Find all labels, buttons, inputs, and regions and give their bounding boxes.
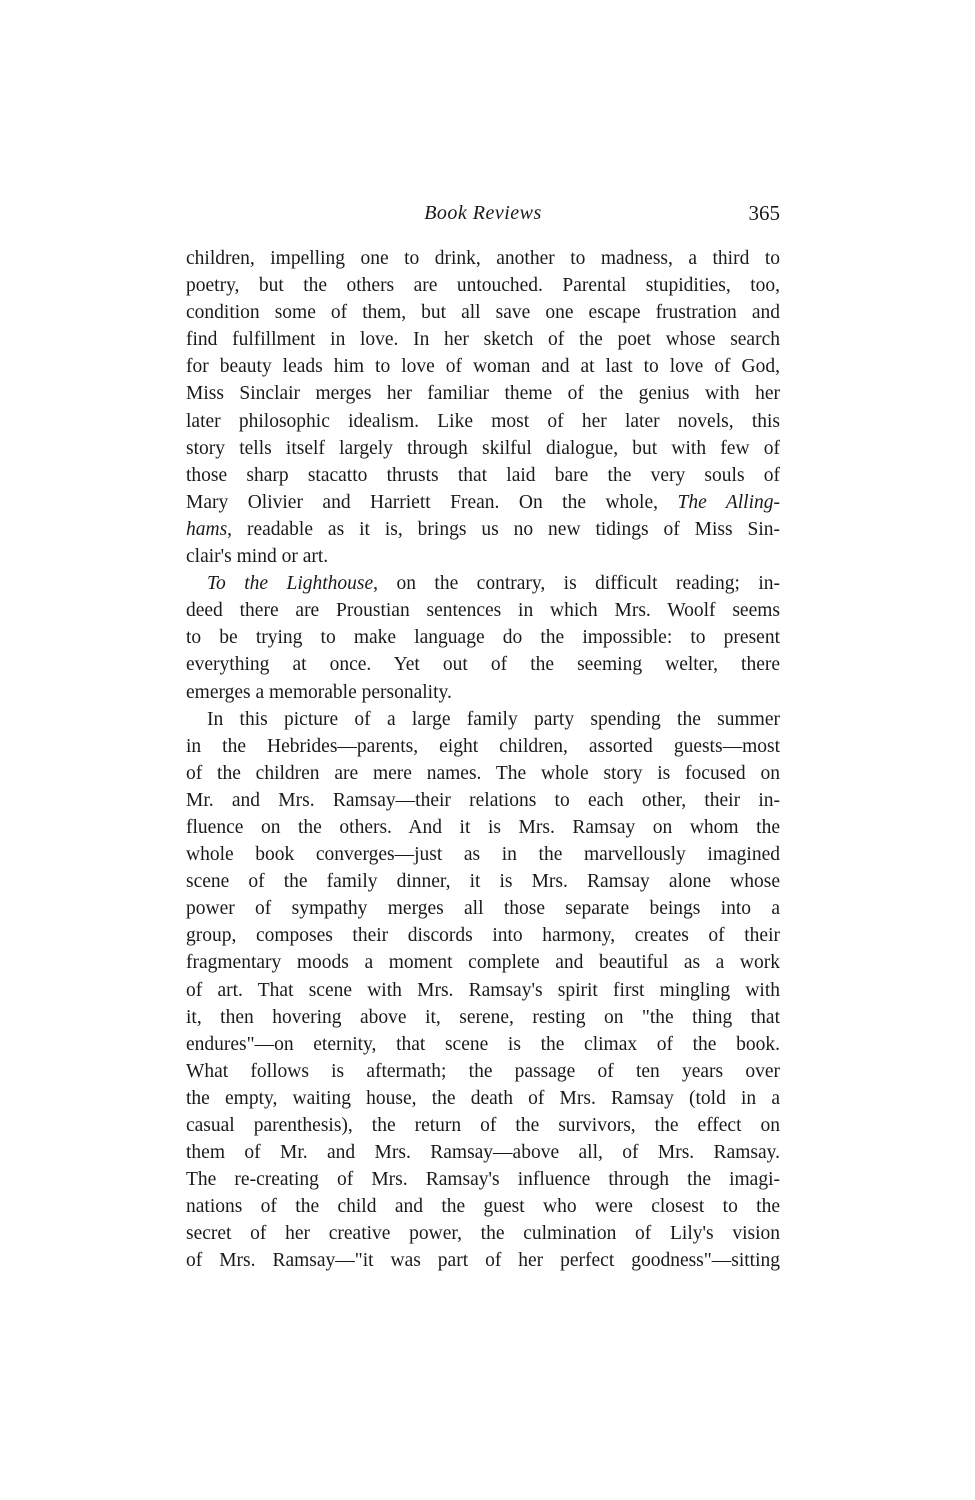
italic-title: The Alling- bbox=[677, 491, 780, 513]
text-line bbox=[186, 1220, 780, 1247]
text-line bbox=[186, 516, 780, 543]
italic-title: hams bbox=[186, 518, 228, 540]
text-line bbox=[186, 1058, 780, 1085]
text-line bbox=[186, 570, 780, 597]
text-line-content: group, composes their discords into harmony, creates of their bbox=[186, 925, 780, 947]
text-line bbox=[186, 977, 780, 1004]
text-line-content: the empty, waiting house, the death of Mrs. Ramsay (told in a bbox=[186, 1087, 780, 1109]
text-line-content: those sharp stacatto thrusts that laid bare the very souls of bbox=[186, 464, 780, 486]
text-line bbox=[186, 1166, 780, 1193]
text-line bbox=[186, 922, 780, 949]
text-segment: , readable as it is, brings us no new tidings of Miss Sin- bbox=[227, 518, 780, 540]
text-line-content: endures"—on eternity, that scene is the climax of the book. bbox=[186, 1033, 780, 1055]
text-line bbox=[186, 706, 780, 733]
text-line bbox=[186, 679, 780, 706]
text-line-content: secret of her creative power, the culmination of Lily's vision bbox=[186, 1223, 780, 1245]
text-line bbox=[186, 1085, 780, 1112]
text-line-content: poetry, but the others are untouched. Parental stupidities, too, bbox=[186, 275, 780, 297]
text-line-content: What follows is aftermath; the passage of ten years over bbox=[186, 1060, 780, 1082]
text-line bbox=[186, 1031, 780, 1058]
page-number: 365 bbox=[748, 201, 780, 225]
text-line bbox=[186, 949, 780, 976]
text-line-content: casual parenthesis), the return of the survivors, the effect on bbox=[186, 1115, 780, 1136]
text-segment: , on the contrary, is difficult reading; in- bbox=[373, 573, 780, 595]
text-line bbox=[186, 380, 780, 407]
text-line bbox=[186, 1112, 780, 1139]
text-segment: Mary Olivier and Harriett Frean. On the whole, bbox=[186, 491, 678, 513]
text-line-content: fluence on the others. And it is Mrs. Ramsay on whom the bbox=[186, 816, 780, 838]
text-line-content: them of Mr. and Mrs. Ramsay—above all, of Mrs. Ramsay. bbox=[186, 1142, 780, 1164]
running-title: Book Reviews bbox=[424, 202, 542, 224]
text-line-content: whole book converges—just as in the marvellously imagined bbox=[186, 844, 780, 866]
text-line bbox=[186, 787, 780, 814]
text-line-content: Miss Sinclair merges her familiar theme of the genius with her bbox=[186, 383, 780, 405]
text-line-content: it, then hovering above it, serene, resting on "the thing that bbox=[186, 1006, 780, 1028]
text-line-content: later philosophic idealism. Like most of her later novels, this bbox=[186, 410, 780, 432]
text-line bbox=[186, 1139, 780, 1166]
text-line-content: Mr. and Mrs. Ramsay—their relations to each other, their in- bbox=[186, 789, 780, 811]
text-line-content: In this picture of a large family party spending the summer bbox=[207, 708, 780, 730]
text-line bbox=[186, 435, 780, 462]
text-line-content: emerges a memorable personality. bbox=[186, 681, 452, 703]
text-line bbox=[186, 353, 780, 380]
text-line-content: for beauty leads him to love of woman and at last to love of God, bbox=[186, 356, 780, 378]
text-line-content: nations of the child and the guest who were closest to the bbox=[186, 1196, 780, 1218]
text-line bbox=[186, 489, 780, 516]
text-line bbox=[186, 1004, 780, 1031]
text-line bbox=[186, 1193, 780, 1220]
text-line bbox=[186, 624, 780, 651]
text-line-content: of Mrs. Ramsay—"it was part of her perfect goodness"—sitting bbox=[186, 1250, 780, 1272]
text-line bbox=[186, 245, 780, 272]
italic-title: To the Lighthouse bbox=[207, 573, 374, 595]
text-line-content: story tells itself largely through skilful dialogue, but with few of bbox=[186, 437, 780, 459]
text-line-content: condition some of them, but all save one escape frustration and bbox=[186, 302, 780, 324]
text-line bbox=[186, 814, 780, 841]
text-line bbox=[186, 326, 780, 353]
text-line bbox=[186, 841, 780, 868]
text-line bbox=[186, 760, 780, 787]
text-line-content: The re-creating of Mrs. Ramsay's influence through the imagi- bbox=[186, 1169, 780, 1191]
text-line-content: in the Hebrides—parents, eight children, assorted guests—most bbox=[186, 735, 780, 757]
text-line bbox=[186, 651, 780, 678]
text-line-content: to be trying to make language do the impossible: to present bbox=[186, 627, 780, 649]
text-line-content: children, impelling one to drink, another to madness, a third to bbox=[186, 248, 780, 269]
text-line bbox=[186, 299, 780, 326]
text-line-content: find fulfillment in love. In her sketch of the poet whose search bbox=[186, 329, 780, 351]
text-line bbox=[186, 408, 780, 435]
text-line-content: of art. That scene with Mrs. Ramsay's spirit first mingling with bbox=[186, 979, 780, 1001]
text-line-content: deed there are Proustian sentences in which Mrs. Woolf seems bbox=[186, 600, 780, 622]
text-line-content: of the children are mere names. The whole story is focused on bbox=[186, 762, 780, 784]
text-line-content: clair's mind or art. bbox=[186, 546, 329, 568]
text-line-content: fragmentary moods a moment complete and beautiful as a work bbox=[186, 952, 780, 974]
text-line bbox=[186, 895, 780, 922]
text-line bbox=[186, 597, 780, 624]
text-line bbox=[186, 868, 780, 895]
body-text bbox=[186, 245, 780, 1275]
text-line-content: everything at once. Yet out of the seeming welter, there bbox=[186, 654, 780, 676]
text-line-content: scene of the family dinner, it is Mrs. Ramsay alone whose bbox=[186, 871, 780, 893]
text-line bbox=[186, 1247, 780, 1274]
text-line bbox=[186, 733, 780, 760]
text-line bbox=[186, 462, 780, 489]
text-line bbox=[186, 272, 780, 299]
running-head bbox=[186, 198, 780, 228]
text-line-content: power of sympathy merges all those separate beings into a bbox=[186, 898, 780, 920]
text-line bbox=[186, 543, 780, 570]
